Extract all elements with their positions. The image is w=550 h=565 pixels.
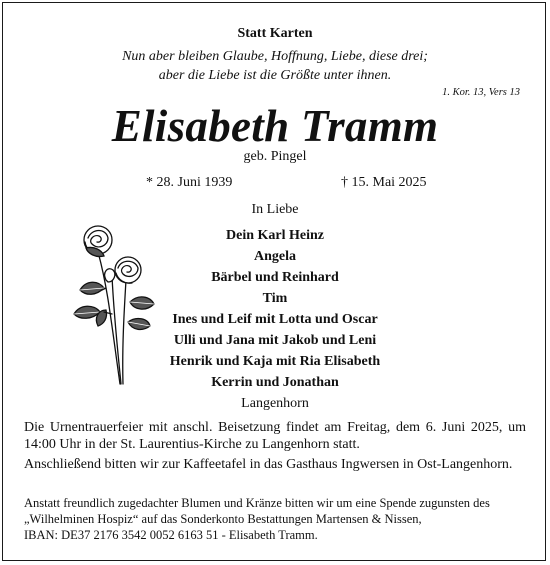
mourner-line: Dein Karl Heinz	[226, 228, 324, 243]
donation-line-2: „Wilhelminen Hospiz“ auf das Sonderkonto Bestattungen Martensen & Nissen,	[24, 512, 422, 526]
mourner-line: Angela	[254, 249, 296, 264]
mourners-list	[140, 225, 410, 393]
in-love-label: In Liebe	[251, 202, 299, 217]
birth-date: * 28. Juni 1939	[146, 175, 233, 190]
notice-header: Statt Karten	[237, 26, 313, 41]
verse-reference: 1. Kor. 13, Vers 13	[442, 87, 520, 98]
birth-name: geb. Pingel	[243, 149, 307, 164]
place-name: Langenhorn	[241, 396, 309, 411]
donation-line-1: Anstatt freundlich zugedachter Blumen und Kränze bitten wir um eine Spende zugunsten des	[24, 496, 490, 510]
coffee-paragraph: Anschließend bitten wir zur Kaffeetafel in das Gasthaus Ingwersen in Ost-Langenhorn.	[24, 457, 513, 472]
mourner-line: Tim	[262, 291, 288, 306]
donation-line-3: IBAN: DE37 2176 3542 0052 6163 51 - Elisabeth Tramm.	[24, 528, 318, 542]
verse-line-2: aber die Liebe ist die Größte unter ihnen.	[158, 68, 392, 83]
deceased-name: Elisabeth Tramm	[111, 101, 439, 151]
bible-verse	[0, 47, 550, 85]
death-date: † 15. Mai 2025	[341, 175, 427, 190]
mourner-line: Ulli und Jana mit Jakob und Leni	[173, 333, 377, 348]
ceremony-paragraph: Die Urnentrauerfeier mit anschl. Beisetzung findet am Freitag, dem 6. Juni 2025, um 14:00 Uhr in der St. Laurentius-Kirche zu Langenhorn statt.	[24, 420, 526, 452]
verse-line-1: Nun aber bleiben Glaube, Hoffnung, Liebe, diese drei;	[122, 49, 428, 64]
mourner-line: Ines und Leif mit Lotta und Oscar	[172, 312, 378, 327]
mourner-line: Kerrin und Jonathan	[211, 375, 339, 390]
mourner-line: Bärbel und Reinhard	[211, 270, 339, 285]
mourner-line: Henrik und Kaja mit Ria Elisabeth	[169, 354, 381, 369]
